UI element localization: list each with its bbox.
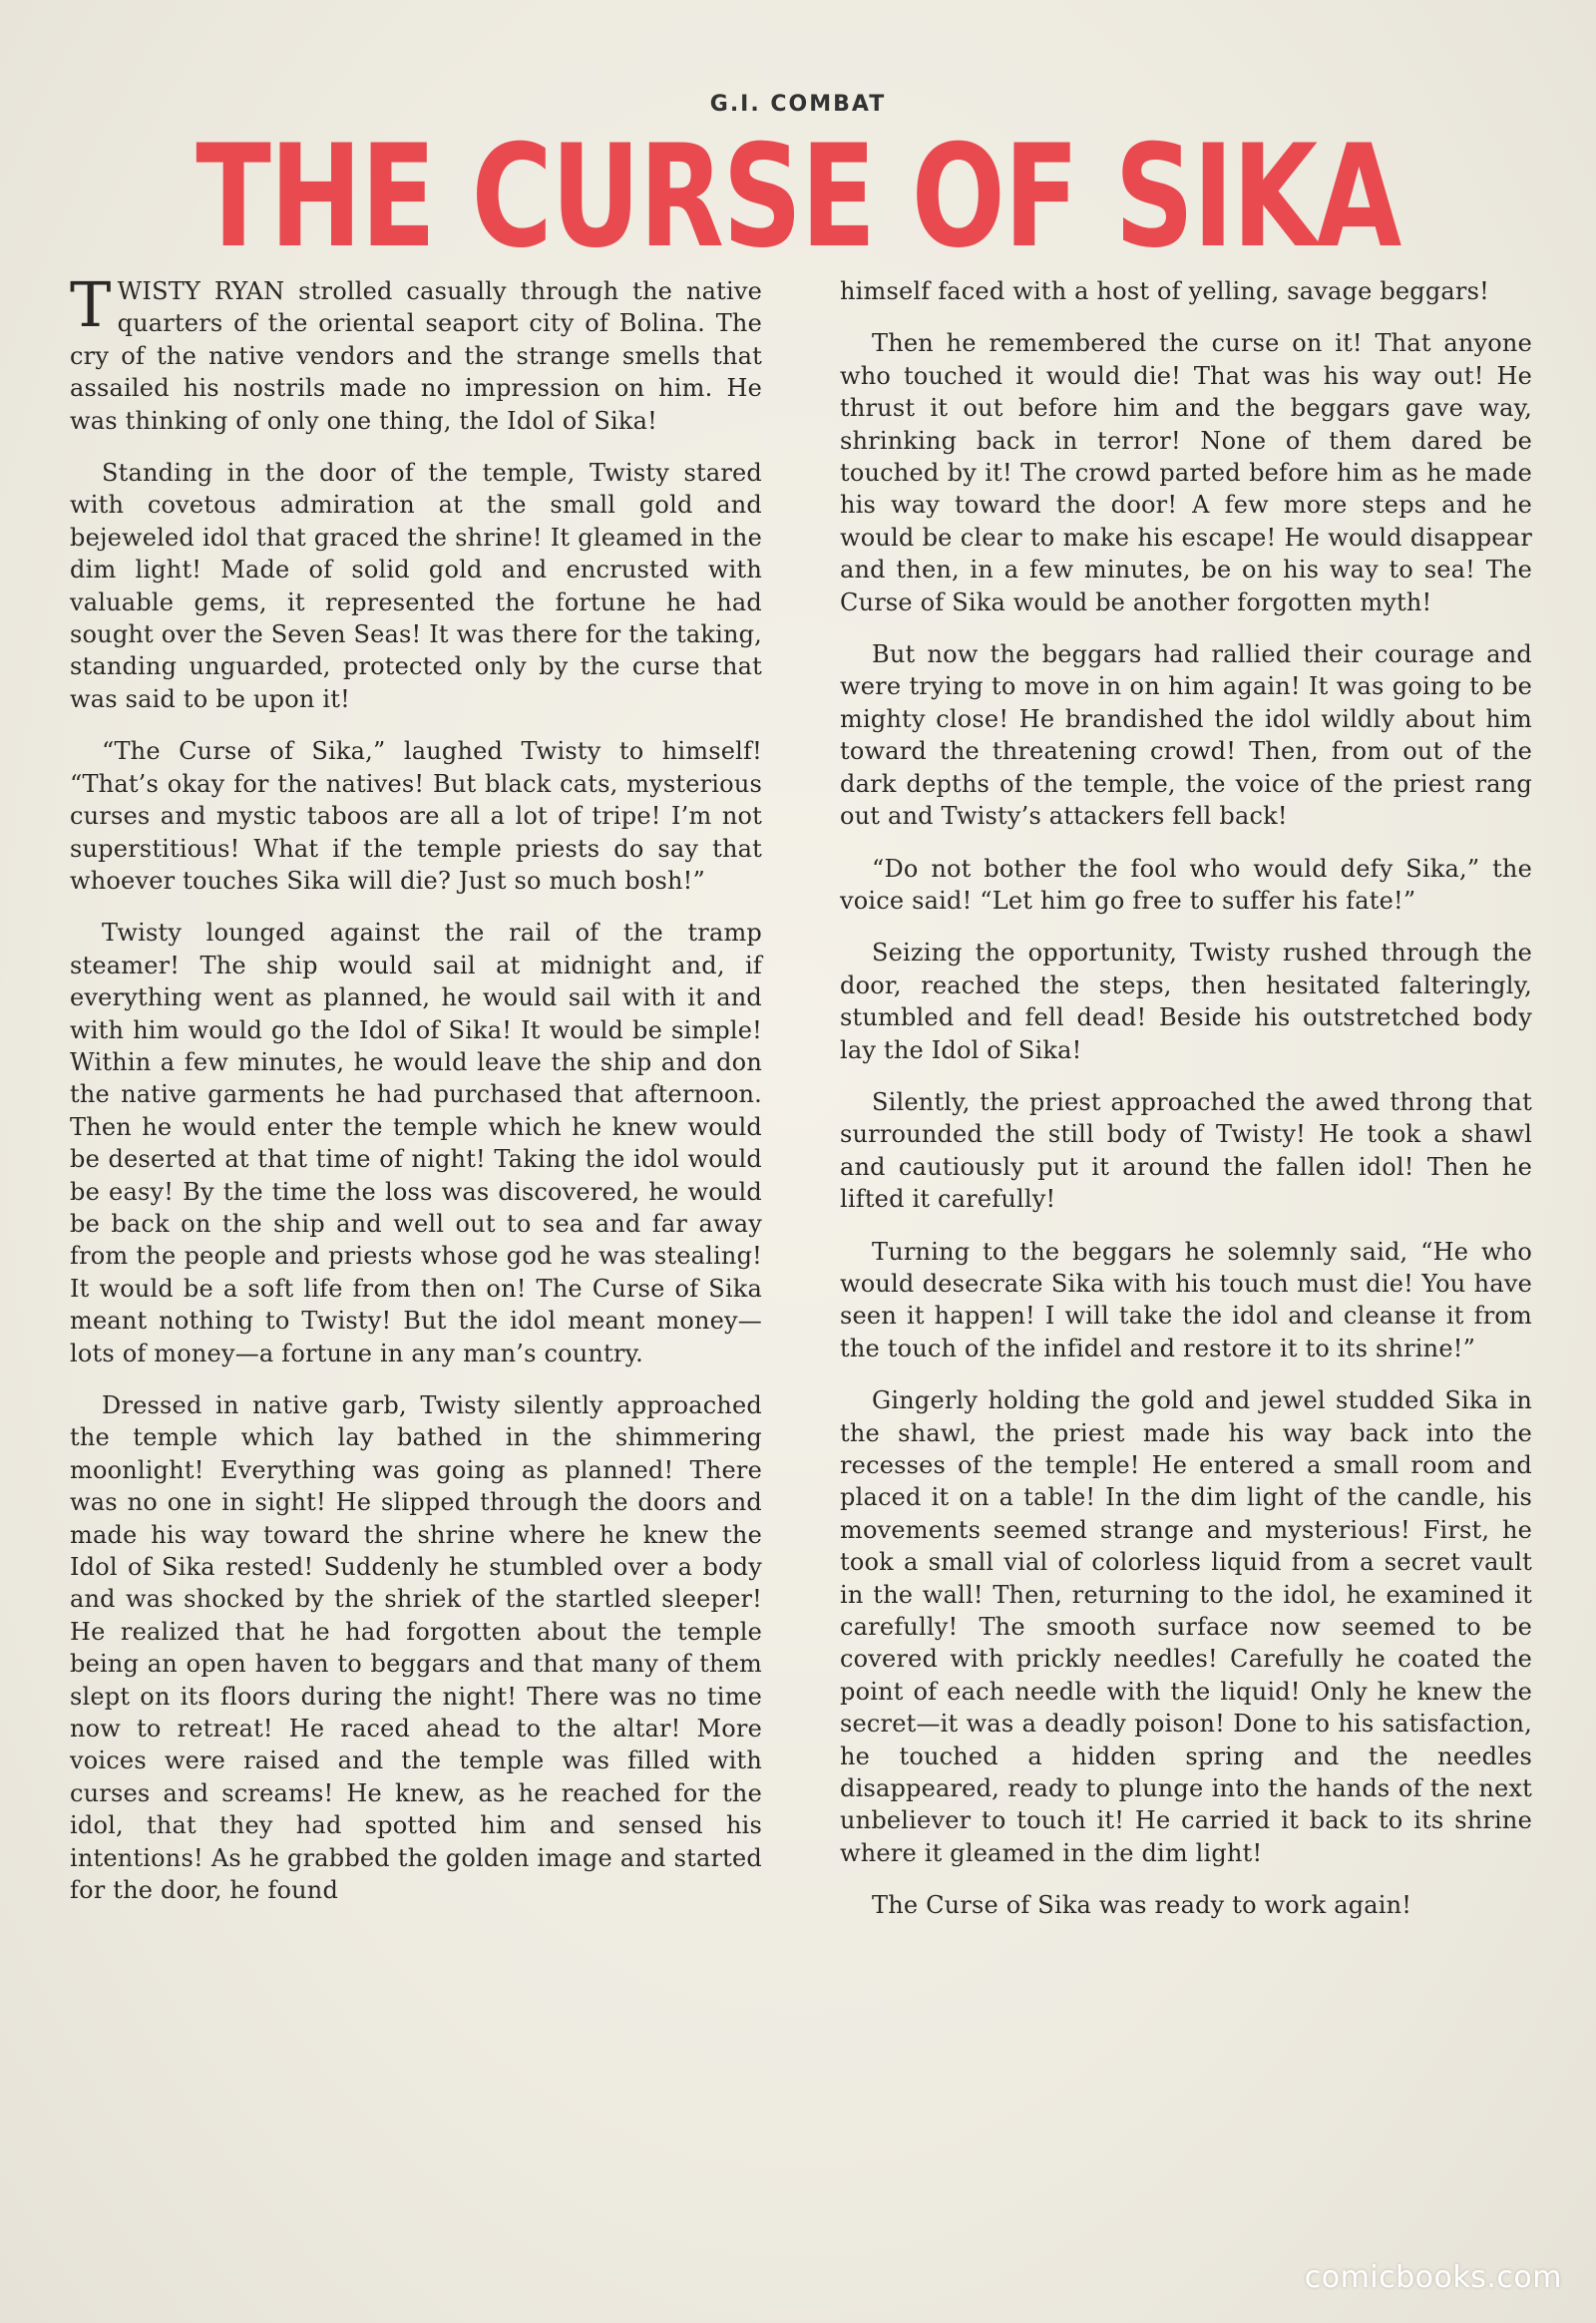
- paragraph-text: WISTY RYAN strolled casually through the native quarters of the oriental seaport city of Bolina. The cry of the native vendors and the strange smells that assailed his nostrils made no impression on him. He was thinking of only one thing, the Idol of Sika!: [70, 277, 762, 435]
- paragraph: Twisty lounged against the rail of the tramp steamer! The ship would sail at midnight and, if everything went as planned, he would sail with it and with him would go the Idol of Sika! It would be simple! Within a few minutes, he would leave the ship and don the native garments he had purchased that afternoon. Then he would enter the temple which he knew would be deserted at that time of night! Taking the idol would be easy! By the time the loss was discovered, he would be back on the ship and well out to sea and far away from the people and priests whose god he was stealing! It would be a soft life from then on! The Curse of Sika meant nothing to Twisty! But the idol meant money—lots of money—a fortune in any man’s country.: [70, 919, 762, 1367]
- paragraph: himself faced with a host of yelling, savage beggars!: [840, 277, 1489, 305]
- paragraph: Seizing the opportunity, Twisty rushed through the door, reached the steps, then hesitated falteringly, stumbled and fell dead! Beside his outstretched body lay the Idol of Sika!: [840, 939, 1532, 1064]
- paragraph: [70, 268, 762, 437]
- right-column: [840, 275, 1532, 1942]
- paragraph: Standing in the door of the temple, Twisty stared with covetous admiration at the small gold and bejeweled idol that graced the shrine! It gleamed in the dim light! Made of solid gold and encrusted with valuable gems, it represented the fortune he had sought over the Seven Seas! It was there for the taking, standing unguarded, protected only by the curse that was said to be upon it!: [70, 459, 762, 713]
- paragraph: Silently, the priest approached the awed throng that surrounded the still body of Twisty! He took a shawl and cautiously put it around the fallen idol! Then he lifted it carefully!: [840, 1087, 1532, 1214]
- paragraph: Dressed in native garb, Twisty silently approached the temple which lay bathed in the shimmering moonlight! Everything was going as planned! There was no one in sight! He slipped through the doors and made his way toward the shrine where he knew the Idol of Sika rested! Suddenly he stumbled over a body and was shocked by the shriek of the startled sleeper! He realized that he had forgotten about the temple being an open haven to beggars and that many of them slept on its floors during the night! There was no time now to retreat! He raced ahead to the altar! More voices were raised and the temple was filled with curses and screams! He knew, as he reached for the idol, that they had spotted him and sensed his intentions! As he grabbed the golden image and started for the door, he found: [70, 1391, 762, 1905]
- series-header: G.I. COMBAT: [709, 92, 887, 117]
- drop-cap: T: [70, 268, 112, 341]
- paragraph: Turning to the beggars he solemnly said, “He who would desecrate Sika with his touch must die! You have seen it happen! I will take the idol and cleanse it from the touch of the infidel and restore it to its shrine!”: [840, 1237, 1532, 1362]
- paragraph: But now the beggars had rallied their courage and were trying to move in on him again! It was going to be mighty close! He brandished the idol wildly about him toward the threatening crowd! Then, from out of the dark depths of the temple, the voice of the priest rang out and Twisty’s attackers fell back!: [840, 640, 1532, 831]
- paragraph: “The Curse of Sika,” laughed Twisty to himself! “That’s okay for the natives! But black cats, mysterious curses and mystic taboos are all a lot of tripe! I’m not superstitious! What if the temple priests do say that whoever touches Sika will die? Just so much bosh!”: [70, 737, 762, 895]
- paragraph: Then he remembered the curse on it! That anyone who touched it would die! That was his way out! He thrust it out before him and the beggars gave way, shrinking back in terror! None of them dared be touched by it! The crowd parted before him as he made his way toward the door! A few more steps and he would be clear to make his escape! He would disappear and then, in a few minutes, be on his way to sea! The Curse of Sika would be another forgotten myth!: [840, 329, 1532, 616]
- site-watermark: comicbooks.com: [1304, 2260, 1562, 2295]
- paragraph: “Do not bother the fool who would defy Sika,” the voice said! “Let him go free to suffer his fate!”: [840, 854, 1532, 915]
- paragraph: The Curse of Sika was ready to work again!: [872, 1891, 1412, 1920]
- story-title: THE CURSE OF SIKA: [196, 115, 1400, 279]
- paragraph: Gingerly holding the gold and jewel studded Sika in the shawl, the priest made his way back into the recesses of the temple! He entered a small room and placed it on a table! In the dim light of the candle, his movements seemed strange and mysterious! First, he took a small vial of colorless liquid from a secret vault in the wall! Then, returning to the idol, he examined it carefully! The smooth surface now seemed to be covered with prickly needles! Carefully he coated the point of each needle with the liquid! Only he knew the secret—it was a deadly poison! Done to his satisfaction, he touched a hidden spring and the needles disappeared, ready to plunge into the hands of the next unbeliever to touch it! He carried it back to its shrine where it gleamed in the dim light!: [840, 1386, 1532, 1867]
- left-column: [70, 268, 762, 1927]
